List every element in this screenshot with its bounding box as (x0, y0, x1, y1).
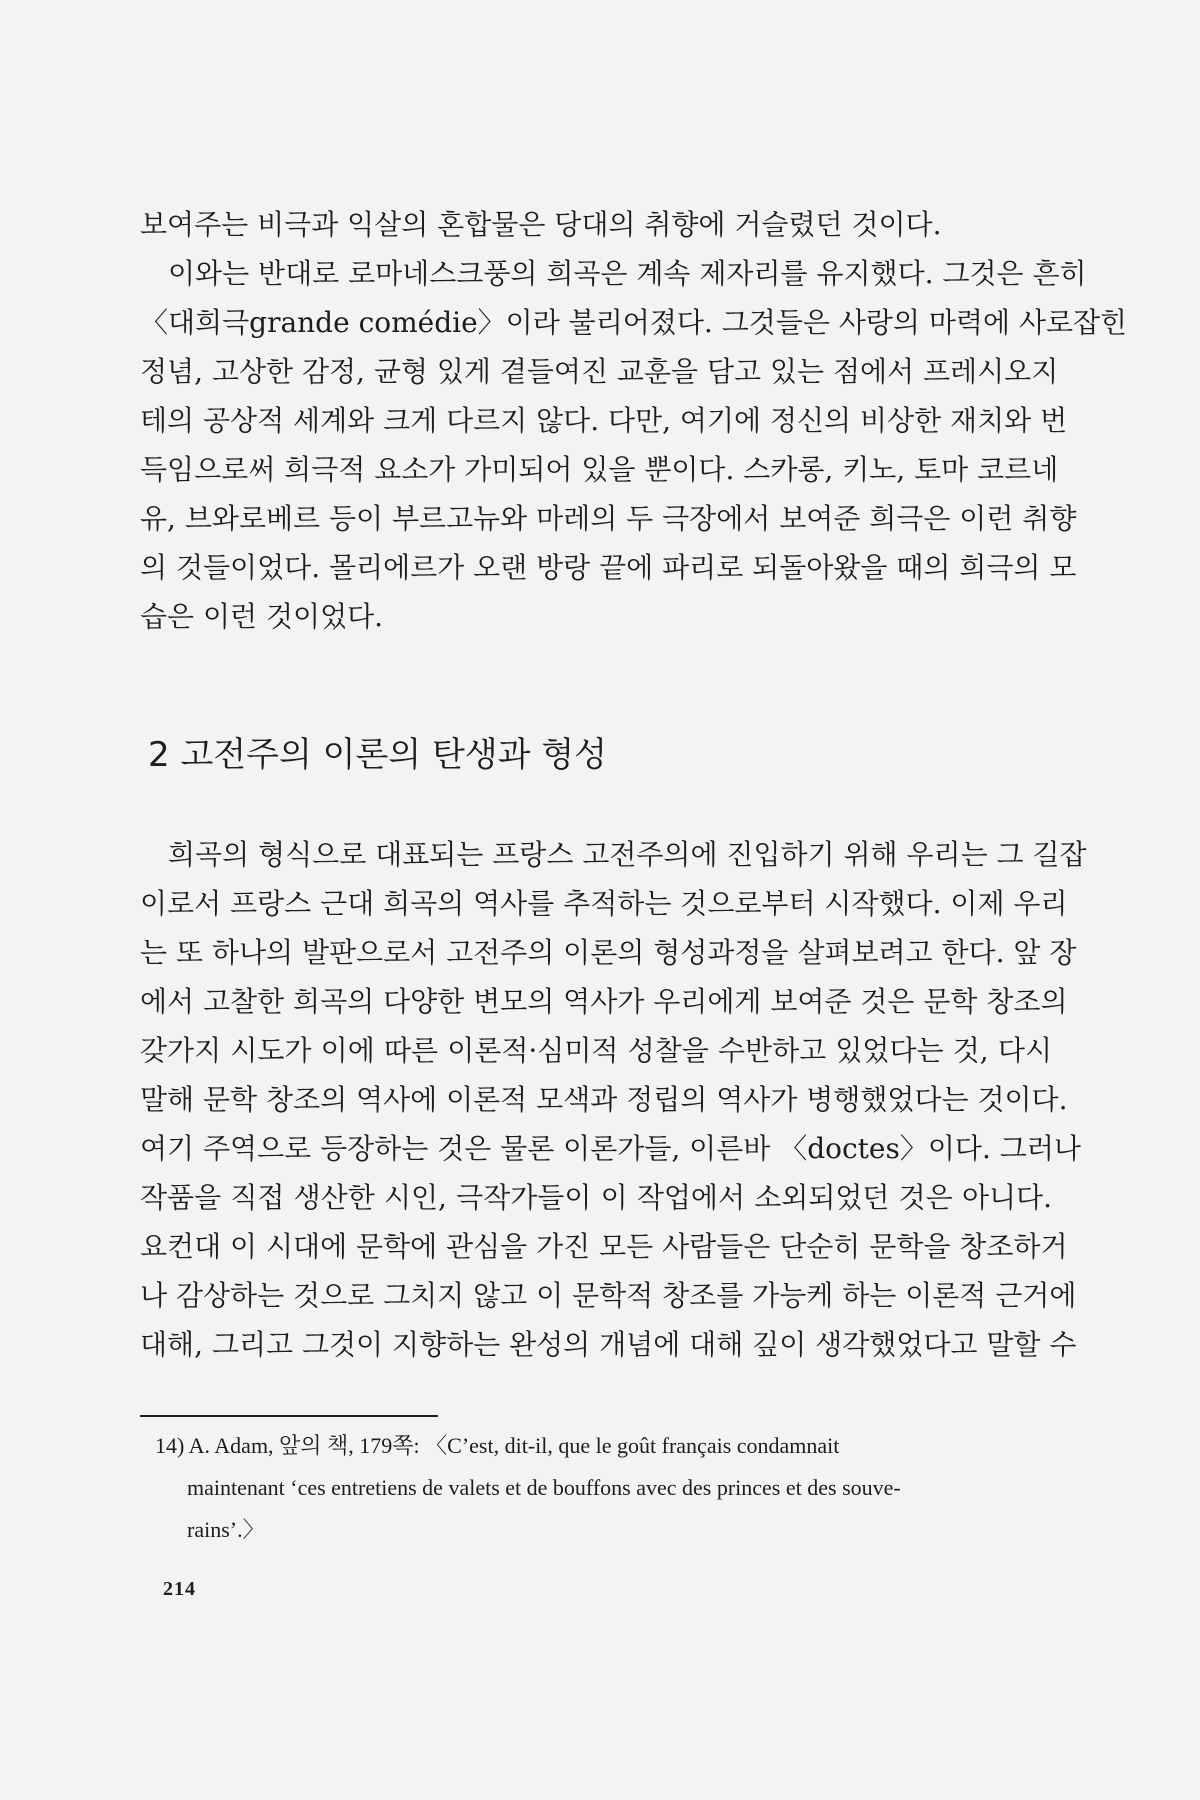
footnote-divider (140, 1415, 438, 1417)
text-line: 요컨대 이 시대에 문학에 관심을 가진 모든 사람들은 단순히 문학을 창조하거 (140, 1230, 1068, 1263)
text-line: 대해, 그리고 그것이 지향하는 완성의 개념에 대해 깊이 생각했었다고 말할 수 (140, 1328, 1077, 1361)
paragraph-classicism-theory (140, 830, 1087, 1369)
text-line: 에서 고찰한 희곡의 다양한 변모의 역사가 우리에게 보여준 것은 문학 창조의 (140, 985, 1068, 1018)
text-line: 갖가지 시도가 이에 따른 이론적·심미적 성찰을 수반하고 있었다는 것, 다시 (140, 1034, 1052, 1067)
text-line: 는 또 하나의 발판으로서 고전주의 이론의 형성과정을 살펴보려고 한다. 앞 장 (140, 936, 1077, 969)
text-line: 말해 문학 창조의 역사에 이론적 모색과 정립의 역사가 병행했었다는 것이다. (140, 1083, 1068, 1116)
text-line: 이와는 반대로 로마네스크풍의 희곡은 계속 제자리를 유지했다. 그것은 흔히 (140, 257, 1087, 290)
text-line: 정념, 고상한 감정, 균형 있게 곁들여진 교훈을 담고 있는 점에서 프레시오지 (140, 355, 1059, 388)
text-line: 여기 주역으로 등장하는 것은 물론 이론가들, 이른바 〈doctes〉이다. 그러나 (140, 1132, 1081, 1165)
footnote-line: maintenant ‘ces entretiens de valets et de bouffons avec des princes et des souve- (187, 1475, 901, 1500)
text-line: 희곡의 형식으로 대표되는 프랑스 고전주의에 진입하기 위해 우리는 그 길잡 (140, 838, 1087, 871)
footnote-line: rains’.〉 (187, 1517, 265, 1542)
paragraph-continued (140, 200, 1052, 249)
page-number: 214 (163, 1578, 196, 1600)
text-line: 테의 공상적 세계와 크게 다르지 않다. 다만, 여기에 정신의 비상한 재치와 번 (140, 404, 1068, 437)
footnote (155, 1425, 1035, 1551)
footnote-line: 14) A. Adam, 앞의 책, 179쪽: 〈C’est, dit-il, que le goût français condamnait (155, 1433, 840, 1458)
text-line: 〈대희극grande comédie〉이라 불리어졌다. 그것들은 사랑의 마력에 사로잡힌 (140, 306, 1128, 339)
text-line: 유, 브와로베르 등이 부르고뉴와 마레의 두 극장에서 보여준 희극은 이런 취향 (140, 502, 1077, 535)
paragraph-romanesque-comedy (140, 249, 1128, 641)
text-line: 의 것들이었다. 몰리에르가 오랜 방랑 끝에 파리로 되돌아왔을 때의 희극의 모 (140, 551, 1077, 584)
text-line: 이로서 프랑스 근대 희곡의 역사를 추적하는 것으로부터 시작했다. 이제 우리 (140, 887, 1068, 920)
text-line: 습은 이런 것이었다. (140, 600, 384, 633)
text-line: 보여주는 비극과 익살의 혼합물은 당대의 취향에 거슬렸던 것이다. (140, 208, 942, 241)
text-line: 작품을 직접 생산한 시인, 극작가들이 이 작업에서 소외되었던 것은 아니다. (140, 1181, 1052, 1214)
section-heading: 2 고전주의 이론의 탄생과 형성 (148, 735, 607, 775)
text-line: 득임으로써 희극적 요소가 가미되어 있을 뿐이다. 스카롱, 키노, 토마 코르네 (140, 453, 1059, 486)
text-line: 나 감상하는 것으로 그치지 않고 이 문학적 창조를 가능케 하는 이론적 근거에 (140, 1279, 1077, 1312)
